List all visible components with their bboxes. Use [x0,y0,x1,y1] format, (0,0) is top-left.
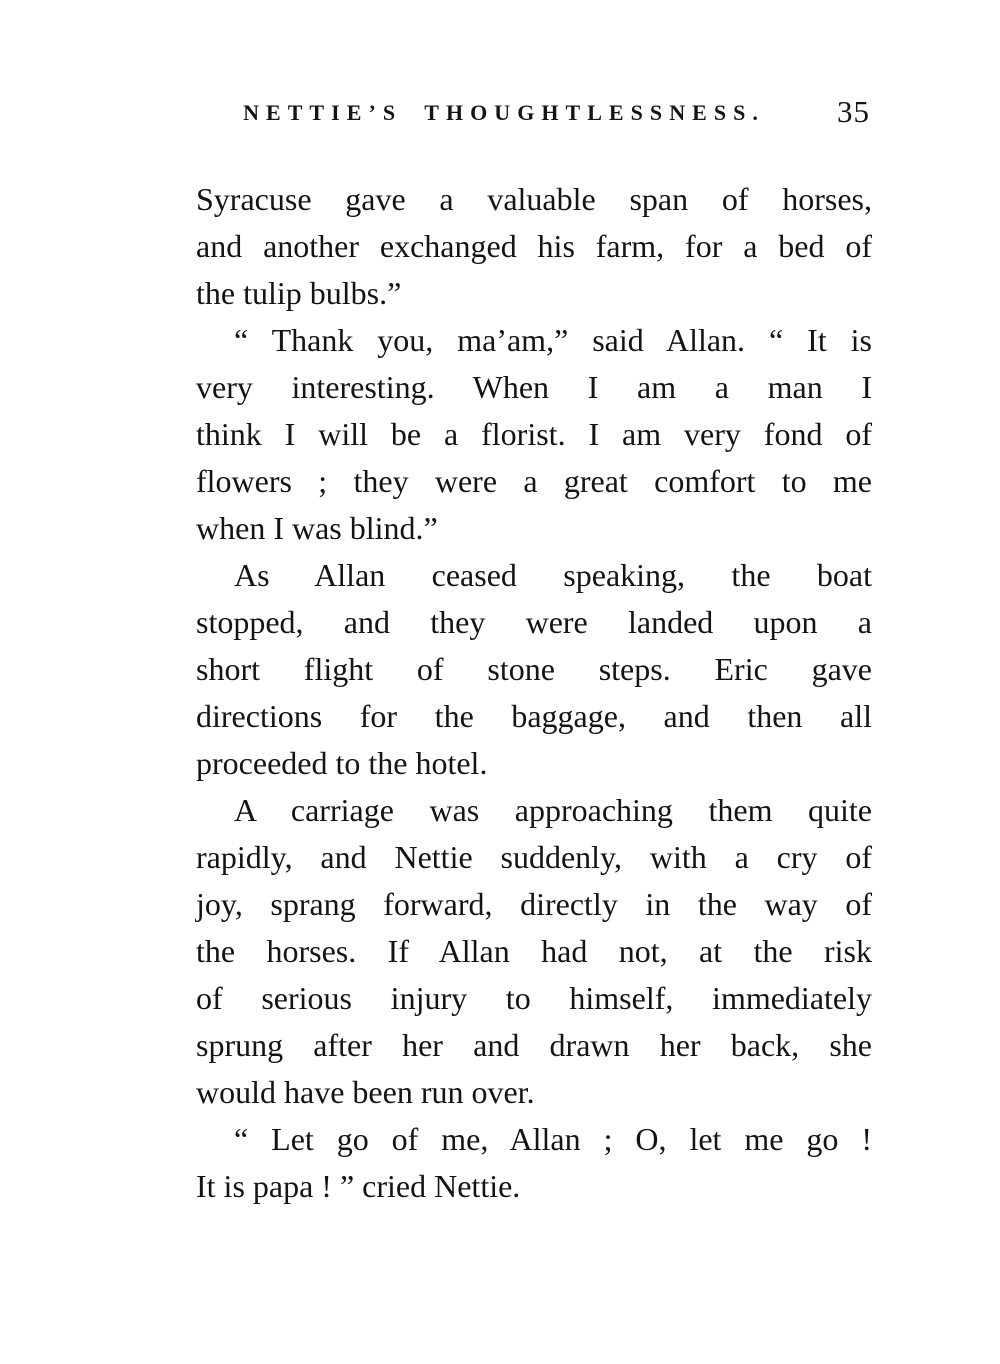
text-line: “ Let go of me, Allan ; O, let me go ! [234,1121,872,1157]
text-line: very interesting. When I am a man I [196,369,872,405]
text-line: It is papa ! ” cried Nettie. [196,1168,521,1204]
text-line: directions for the baggage, and then all [196,698,872,734]
text-line: flowers ; they were a great comfort to me [196,463,872,499]
text-line: stopped, and they were landed upon a [196,604,872,640]
text-line: of serious injury to himself, immediately [196,980,872,1016]
text-line: proceeded to the hotel. [196,745,488,781]
text-line: A carriage was approaching them quite [234,792,872,828]
page-number: 35 [837,94,870,129]
text-line: and another exchanged his farm, for a bed of [196,228,872,264]
text-line: short flight of stone steps. Eric gave [196,651,872,687]
text-line: think I will be a florist. I am very fond of [196,416,872,452]
text-line: sprung after her and drawn her back, she [196,1027,872,1063]
text-line: rapidly, and Nettie suddenly, with a cry of [196,839,872,875]
text-line: the horses. If Allan had not, at the risk [196,933,872,969]
text-line: joy, sprang forward, directly in the way of [196,886,872,922]
text-line: would have been run over. [196,1074,535,1110]
text-line: when I was blind.” [196,510,438,546]
running-title: NETTIE’S THOUGHTLESSNESS. [243,100,765,125]
text-line: the tulip bulbs.” [196,275,402,311]
text-line: “ Thank you, ma’am,” said Allan. “ It is [234,322,872,358]
text-line: Syracuse gave a valuable span of horses, [196,181,872,217]
page-header [196,94,872,140]
page-body [196,176,872,1210]
text-line: As Allan ceased speaking, the boat [234,557,872,593]
